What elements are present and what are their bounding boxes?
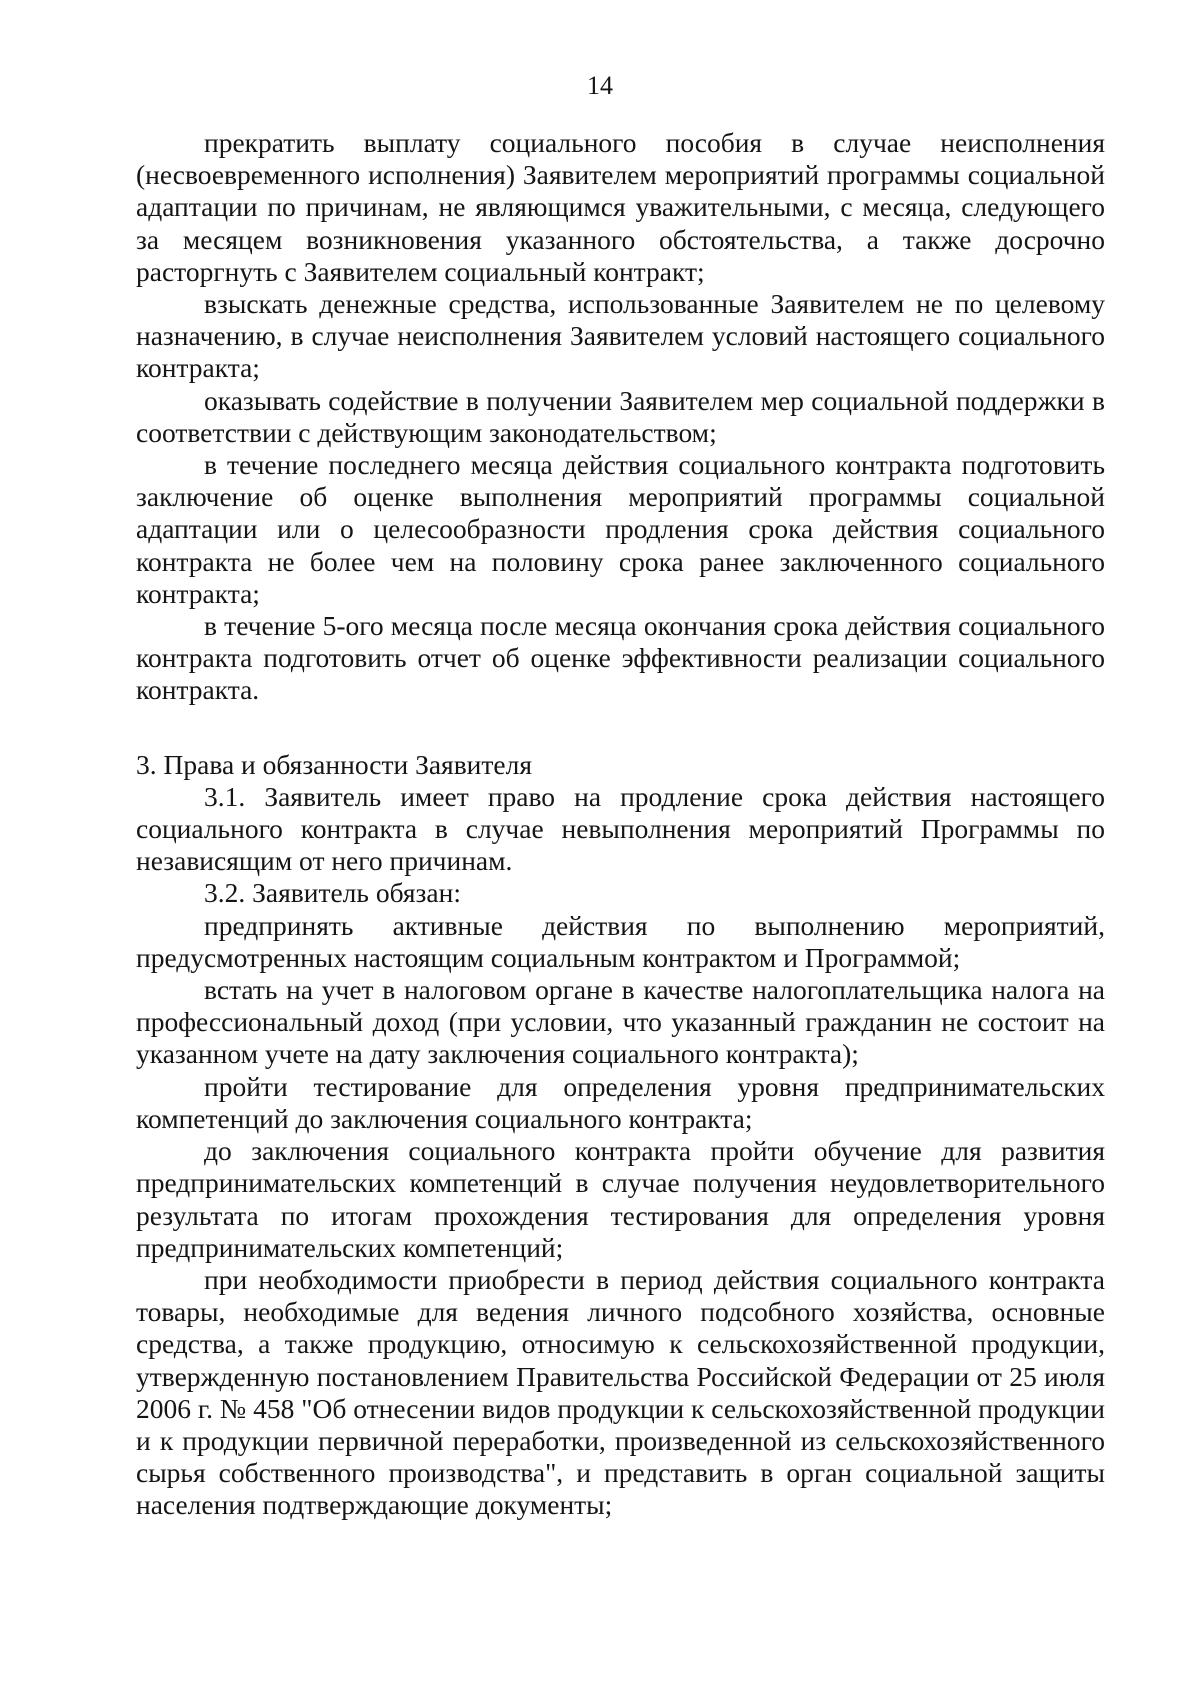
paragraph-take-actions: предпринять активные действия по выполнению мероприятий, предусмотренных настоящим социальным контрактом и Программой;	[136, 909, 1105, 973]
paragraph-prepare-report: в течение 5-ого месяца после месяца окончания срока действия социального контракта подготовить отчет об оценке эффективности реализации социального контракта.	[136, 610, 1105, 706]
paragraph-terminate-benefit: прекратить выплату социального пособия в случае неисполнения (несвоевременного исполнения) Заявителем мероприятий программы социальной адаптации по причинам, не являющимся уважительными, с месяца, следующего за месяцем возникновения указанного обстоятельства, а также досрочно расторгнуть с Заявителем социальный контракт;	[136, 127, 1105, 287]
paragraph-3-1-right-extension: 3.1. Заявитель имеет право на продление срока действия настоящего социального контракта в случае невыполнения мероприятий Программы по независящим от него причинам.	[136, 780, 1105, 877]
paragraph-recover-funds: взыскать денежные средства, использованные Заявителем не по целевому назначению, в случае неисполнения Заявителем условий настоящего социального контракта;	[136, 288, 1105, 384]
paragraph-training: до заключения социального контракта пройти обучение для развития предпринимательских компетенций в случае получения неудовлетворительного результата по итогам прохождения тестирования для определения уровня предпринимательских компетенций;	[136, 1135, 1105, 1263]
document-body	[136, 127, 1105, 1522]
paragraph-3-2-obliged: 3.2. Заявитель обязан:	[204, 877, 461, 909]
paragraph-prepare-conclusion: в течение последнего месяца действия социального контракта подготовить заключение об оценке выполнения мероприятий программы социальной адаптации или о целесообразности продления срока действия социального контракта не более чем на половину срока ранее заключенного социального контракта;	[136, 449, 1105, 609]
paragraph-assist-support: оказывать содействие в получении Заявителем мер социальной поддержки в соответствии с действующим законодательством;	[136, 384, 1105, 448]
paragraph-tax-registration: встать на учет в налоговом органе в качестве налогоплательщика налога на профессиональный доход (при условии, что указанный гражданин не состоит на указанном учете на дату заключения социального контракта);	[136, 974, 1105, 1070]
paragraph-purchase-goods: при необходимости приобрести в период действия социального контракта товары, необходимые для ведения личного подсобного хозяйства, основные средства, а также продукцию, относимую к сельскохозяйственной продукции, утвержденную постановлением Правительства Российской Федерации от 25 июля 2006 г. № 458 "Об отнесении видов продукции к сельскохозяйственной продукции и к продукции первичной переработки, произведенной из сельскохозяйственного сырья собственного производства", и представить в орган социальной защиты населения подтверждающие документы;	[136, 1263, 1105, 1521]
page-number: 14	[587, 71, 613, 100]
section-heading: 3. Права и обязанности Заявителя	[136, 748, 532, 780]
paragraph-testing: пройти тестирование для определения уровня предпринимательских компетенций до заключения социального контракта;	[136, 1070, 1105, 1134]
